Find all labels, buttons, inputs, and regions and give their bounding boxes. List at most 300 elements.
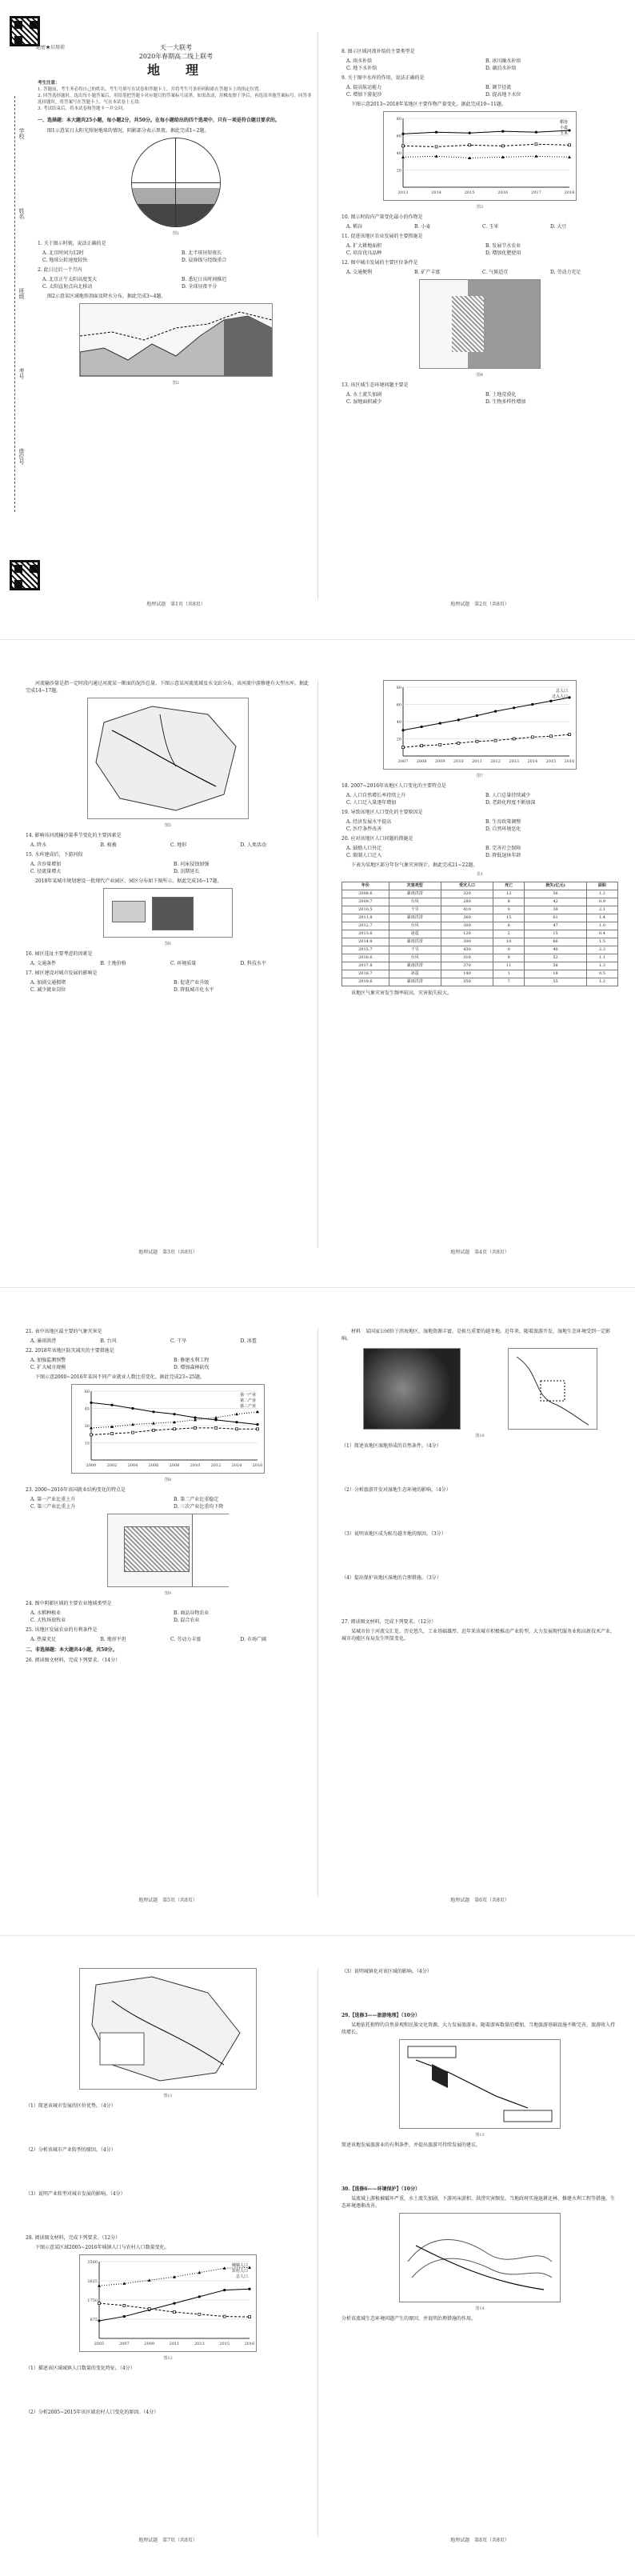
agriculture-map bbox=[107, 1514, 229, 1587]
disaster-table-body bbox=[342, 890, 618, 986]
legend-entry: 第一产业 bbox=[239, 1393, 256, 1398]
sheet-1 bbox=[0, 0, 635, 640]
wetland-location-map bbox=[508, 1348, 597, 1430]
question-intro: 图2示意某区域地形剖面及降水分布。据此完成3~4题。 bbox=[47, 294, 166, 299]
crop-yield-chart bbox=[383, 111, 577, 201]
answer-space bbox=[26, 2374, 310, 2406]
answer-space bbox=[26, 2200, 310, 2232]
strip-label-class: 班级 bbox=[18, 288, 25, 299]
question-8-options bbox=[341, 58, 618, 72]
table-cell: 冰雹 bbox=[389, 970, 441, 978]
table-cell: 冰雹 bbox=[389, 930, 441, 938]
legend-entry: 迁入人口 bbox=[551, 694, 568, 699]
option: C. 地球公转速度较快 bbox=[42, 258, 88, 263]
data-point bbox=[173, 1413, 175, 1415]
data-point bbox=[111, 1433, 114, 1435]
table-cell: 干旱 bbox=[389, 906, 441, 914]
figure-caption: 图4 bbox=[476, 373, 484, 378]
figure-caption: 图1 bbox=[172, 231, 180, 236]
data-point bbox=[98, 2302, 101, 2305]
question-23: 23. 2000~2016年该国就业结构变化的特点是 bbox=[26, 1487, 126, 1493]
question-10-options bbox=[341, 223, 618, 230]
x-tick-label: 2010 bbox=[190, 1463, 201, 1468]
option: C. 地形 bbox=[170, 842, 187, 848]
data-point bbox=[123, 2315, 126, 2318]
data-point bbox=[173, 2302, 175, 2305]
table-cell: 12 bbox=[493, 890, 525, 898]
material-text: 材料 某国家公园位于滨海地区，湿地资源丰富，是候鸟重要的越冬地。近年来，随着旅游开发，湿地生态环境受到一定影响。 bbox=[341, 1329, 611, 1342]
x-tick-label: 2012 bbox=[490, 759, 501, 764]
page-footer: 地理试题 第4页（共8页） bbox=[450, 1250, 509, 1255]
option: C. 环境质量 bbox=[170, 961, 197, 966]
table-cell: 61 bbox=[525, 914, 587, 922]
x-tick-label: 2009 bbox=[434, 759, 445, 764]
option: D. 市场广阔 bbox=[240, 1637, 266, 1642]
exam-title: 2020年春期高二线上联考 bbox=[138, 53, 214, 60]
table-cell: 55 bbox=[525, 978, 587, 986]
option: B. 第二产业比重稳定 bbox=[174, 1497, 219, 1502]
question-16: 16. 园区选址主要考虑的因素是 bbox=[26, 951, 93, 957]
material-text: 某地依托独特的自然景观和民族文化资源，大力发展旅游业。随着游客数量的增加，当地旅游基础设施不断完善，旅游收入持续增长。 bbox=[341, 2022, 616, 2035]
question-30-title: 30.【选修6——环境保护】（10分） bbox=[341, 2186, 420, 2192]
option: C. 医疗条件改善 bbox=[346, 826, 382, 832]
question-14: 14. 影响该河流输沙量季节变化的主要因素是 bbox=[26, 833, 122, 838]
data-point bbox=[469, 132, 471, 134]
option: A. 提高航运能力 bbox=[346, 85, 382, 90]
table-row bbox=[342, 930, 618, 938]
table-row bbox=[342, 954, 618, 962]
dark-wedge bbox=[432, 2064, 448, 2088]
notes-title: 考生注意： bbox=[38, 81, 60, 86]
legend-entry: 小麦 bbox=[559, 126, 568, 130]
x-tick-label: 2016 bbox=[252, 1463, 263, 1468]
disaster-table bbox=[341, 882, 618, 986]
question-15: 15. 水库建成后，下游河段 bbox=[26, 852, 83, 858]
table-cell: 2010.5 bbox=[342, 906, 389, 914]
question-21: 21. 表中该地区最主要的气象灾害是 bbox=[26, 1329, 102, 1334]
x-tick-label: 2015 bbox=[219, 2342, 230, 2346]
table-cell: 2012.7 bbox=[342, 922, 389, 930]
question-16-options bbox=[26, 960, 310, 967]
data-point bbox=[568, 155, 571, 158]
table-cell: 47 bbox=[525, 922, 587, 930]
employment-chart-svg bbox=[72, 1385, 264, 1473]
y-tick-label: 15 bbox=[84, 1441, 90, 1446]
page-5 bbox=[24, 1296, 312, 1920]
city-area bbox=[112, 901, 146, 922]
option: D. 汛期延长 bbox=[174, 869, 200, 874]
y-tick-label: 30 bbox=[84, 1424, 90, 1429]
question-22-options bbox=[26, 1357, 310, 1371]
figure-caption: 图8 bbox=[164, 1478, 172, 1482]
tourism-diagram bbox=[399, 2039, 561, 2129]
table-cell: 1.1 bbox=[586, 954, 617, 962]
question-26-1: （1）简述该地区湿地形成的自然条件。（4分） bbox=[341, 1443, 441, 1449]
x-tick-label: 2013 bbox=[509, 759, 520, 764]
x-tick-label: 2000 bbox=[86, 1463, 97, 1468]
data-point bbox=[98, 2319, 100, 2322]
table-cell: 2019.6 bbox=[342, 978, 389, 986]
coastal-map-figure bbox=[419, 279, 541, 369]
table-cell: 58 bbox=[525, 962, 587, 970]
option: D. 全球昼夜平分 bbox=[182, 284, 218, 290]
question-9-options bbox=[341, 84, 618, 98]
table-cell: 暴雨洪涝 bbox=[389, 962, 441, 970]
option: D. 降低退休年龄 bbox=[485, 853, 521, 858]
data-point bbox=[249, 2316, 251, 2318]
option: B. 植被 bbox=[100, 842, 117, 848]
x-tick-label: 2015 bbox=[545, 759, 557, 764]
answer-space bbox=[341, 1584, 618, 1616]
data-point bbox=[248, 2288, 250, 2290]
option: B. 悉尼日出时间推迟 bbox=[182, 277, 227, 282]
figure-caption: 图3 bbox=[476, 205, 484, 210]
question-20: 20. 应对该地区人口问题的措施是 bbox=[341, 836, 413, 842]
option: D. 提高地下水位 bbox=[485, 92, 521, 98]
table-cell: 台风 bbox=[389, 954, 441, 962]
legend-entry: 农村人口 bbox=[231, 2269, 248, 2274]
table-cell: 暴雨洪涝 bbox=[389, 890, 441, 898]
option: B. 生育政策调整 bbox=[485, 819, 521, 825]
data-point bbox=[248, 2266, 251, 2269]
table-cell: 台风 bbox=[389, 922, 441, 930]
industrial-park-map bbox=[103, 888, 233, 938]
option: D. 冰雹 bbox=[240, 1338, 257, 1344]
binding-line bbox=[14, 96, 16, 512]
data-point bbox=[215, 1426, 218, 1429]
option: A. 经济发展水平提高 bbox=[346, 819, 392, 825]
data-point bbox=[214, 1416, 218, 1419]
data-point bbox=[501, 145, 504, 147]
page-2 bbox=[340, 0, 620, 624]
park-area bbox=[152, 897, 194, 930]
series-line bbox=[403, 130, 569, 134]
material-text: 下图示意某区域2005~2016年城镇人口与农村人口数量变化。 bbox=[35, 2245, 170, 2250]
table-cell: 120 bbox=[441, 930, 493, 938]
sheet-2 bbox=[0, 648, 635, 1288]
option: C. 大牧场放牧业 bbox=[30, 1618, 66, 1623]
data-point bbox=[439, 722, 441, 725]
page-footer: 地理试题 第3页（共8页） bbox=[138, 1250, 198, 1255]
option: D. 增加森林砍伐 bbox=[174, 1365, 210, 1370]
table-cell: 2016.6 bbox=[342, 954, 389, 962]
y-tick-label: 1750 bbox=[87, 2298, 98, 2303]
question-26-2: （2）分析旅游开发对湿地生态环境的影响。（4分） bbox=[341, 1487, 451, 1493]
option: D. 科技水平 bbox=[240, 961, 266, 966]
table-header: 死亡 bbox=[493, 882, 525, 890]
data-point bbox=[469, 144, 471, 146]
table-cell: 310 bbox=[441, 954, 493, 962]
figure-caption: 图7 bbox=[476, 774, 484, 778]
x-tick-label: 2007 bbox=[397, 759, 409, 764]
note-item: 2. 回答选择题时，选出每小题答案后，用铅笔把答题卡对应题目的答案标号涂黑。如需改动，用橡皮擦干净后，再选涂其他答案标号。回答非选择题时，将答案写在答题卡上，写在本试卷上无效。 bbox=[38, 94, 312, 105]
question-1-options bbox=[38, 250, 314, 264]
option: B. 修建水利工程 bbox=[174, 1358, 210, 1363]
question-23-options bbox=[26, 1496, 310, 1510]
option: A. 稻谷 bbox=[346, 224, 363, 230]
answer-space bbox=[26, 2112, 310, 2144]
page-footer: 地理试题 第5页（共8页） bbox=[138, 1898, 198, 1903]
data-point bbox=[501, 130, 504, 133]
data-point bbox=[223, 2289, 226, 2291]
note-item: 3. 考试结束后，将本试卷和答题卡一并交回。 bbox=[38, 106, 127, 111]
data-point bbox=[402, 145, 405, 147]
material-text: 某城市位于河流交汇处，历史悠久，工业基础雄厚。近年来该城市积极推动产业转型，大力发展现代服务业和高新技术产业，城市功能区布局发生明显变化。 bbox=[341, 1629, 616, 1642]
option: B. 促进产业升级 bbox=[174, 980, 210, 986]
table-cell: 390 bbox=[441, 938, 493, 946]
table-cell: 暴雨洪涝 bbox=[389, 914, 441, 922]
table-cell: 台风 bbox=[389, 898, 441, 906]
option: C. 地下水补给 bbox=[346, 66, 377, 71]
table-cell: 2 bbox=[493, 930, 525, 938]
question-19: 19. 导致该地区人口变化的主要原因是 bbox=[341, 810, 423, 815]
data-point bbox=[236, 1428, 238, 1430]
table-row bbox=[342, 890, 618, 898]
page-footer: 地理试题 第1页（共8页） bbox=[146, 602, 206, 607]
y-tick-label: 20 bbox=[396, 737, 401, 742]
option: D. 三次产业比重均下降 bbox=[174, 1504, 224, 1510]
question-11-options bbox=[341, 242, 618, 257]
question-27-2: （2）分析该城市产业转型的原因。（4分） bbox=[26, 2147, 116, 2153]
data-point bbox=[152, 1410, 154, 1413]
question-26-intro: 26. 阅读图文材料，完成下列要求。（14分） bbox=[26, 1658, 121, 1663]
question-28-intro: 28. 阅读图文材料，完成下列要求。（12分） bbox=[26, 2235, 121, 2241]
y-tick-label: 40 bbox=[396, 151, 401, 156]
option: D. 劳动力充足 bbox=[550, 270, 581, 275]
table-header: 损失(亿元) bbox=[525, 882, 587, 890]
table-cell: 9 bbox=[493, 954, 525, 962]
option: C. 培育优良品种 bbox=[346, 250, 382, 256]
exam-organizer: 天一大联考 bbox=[160, 44, 192, 51]
data-point bbox=[198, 2313, 201, 2315]
watershed-svg bbox=[400, 2214, 560, 2302]
data-point bbox=[235, 1421, 238, 1423]
question-28-3: （3）说明城镇化对该区域的影响。（4分） bbox=[341, 1969, 432, 1974]
option: C. 干旱 bbox=[170, 1338, 187, 1344]
data-point bbox=[531, 736, 533, 738]
option: B. 河床侵蚀加强 bbox=[174, 862, 210, 867]
question-25: 25. 该地区发展农业的有利条件是 bbox=[26, 1627, 98, 1633]
wetland-map-svg bbox=[509, 1349, 597, 1429]
label-box bbox=[504, 2110, 552, 2122]
option: C. 第三产业比重上升 bbox=[30, 1504, 76, 1510]
option: D. 湖泊水补给 bbox=[485, 66, 517, 71]
data-point bbox=[131, 1407, 134, 1410]
terrain-profile-figure bbox=[79, 303, 273, 377]
table-cell: 10 bbox=[493, 938, 525, 946]
question-intro: 图1示意某日太阳光照射地球的情况，阴影部分表示黑夜。据此完成1~2题。 bbox=[47, 128, 210, 134]
option: B. 完善社会保障 bbox=[485, 846, 521, 851]
question-27-1: （1）简述该城市发展的区位优势。（4分） bbox=[26, 2103, 116, 2109]
series-line bbox=[403, 156, 569, 158]
data-point bbox=[535, 143, 537, 146]
page-3 bbox=[24, 648, 312, 1272]
page-6 bbox=[340, 1296, 620, 1920]
x-tick-label: 2009 bbox=[144, 2342, 155, 2346]
option: D. 自然环境恶化 bbox=[485, 826, 521, 832]
table-cell: 410 bbox=[441, 906, 493, 914]
data-point bbox=[90, 1426, 93, 1430]
option: B. 人口总量持续减少 bbox=[485, 793, 531, 798]
option: C. 劳动力丰富 bbox=[170, 1637, 202, 1642]
series-line bbox=[99, 2289, 250, 2321]
series-line bbox=[403, 698, 569, 730]
data-point bbox=[569, 144, 571, 146]
data-point bbox=[214, 1418, 217, 1421]
coastline bbox=[517, 1357, 589, 1425]
table-cell: 干旱 bbox=[389, 946, 441, 954]
question-24-options bbox=[26, 1610, 310, 1624]
option: B. 地形平坦 bbox=[100, 1637, 126, 1642]
option: A. 雨水补给 bbox=[346, 58, 373, 64]
x-tick-label: 2014 bbox=[527, 759, 538, 764]
page-footer: 地理试题 第2页（共8页） bbox=[450, 602, 509, 607]
option: B. 土地荒漠化 bbox=[485, 392, 517, 398]
table-cell: 15 bbox=[493, 914, 525, 922]
x-tick-label: 2002 bbox=[106, 1463, 118, 1468]
x-tick-label: 2006 bbox=[148, 1463, 159, 1468]
contour-line bbox=[408, 2240, 552, 2262]
question-11: 11. 促进该地区农业发展的主要措施是 bbox=[341, 234, 423, 239]
table-cell: 40 bbox=[525, 946, 587, 954]
y-tick-label: 875 bbox=[90, 2318, 98, 2322]
data-point bbox=[457, 742, 460, 744]
data-point bbox=[152, 1422, 155, 1425]
legend-entry: 玉米 bbox=[559, 131, 568, 136]
question-18-options bbox=[341, 792, 618, 806]
hatched-area bbox=[224, 316, 272, 376]
table-cell: 7 bbox=[493, 978, 525, 986]
table-cell: 2009.7 bbox=[342, 898, 389, 906]
table-cell: 300 bbox=[441, 922, 493, 930]
urban-rural-chart-svg bbox=[80, 2255, 256, 2351]
earth-illumination-figure bbox=[131, 138, 221, 227]
data-point bbox=[174, 2311, 176, 2314]
question-26-3: （3）说明该地区成为候鸟越冬地的原因。（3分） bbox=[341, 1531, 446, 1537]
river-line bbox=[416, 2246, 544, 2290]
option: B. 北半球昼短夜长 bbox=[182, 250, 222, 256]
data-point bbox=[148, 2278, 151, 2282]
dark-band bbox=[132, 204, 220, 226]
strip-label-school: 学校 bbox=[18, 128, 25, 139]
x-tick-label: 2010 bbox=[453, 759, 464, 764]
river-basin-map bbox=[87, 698, 249, 819]
y-tick-label: 80 bbox=[396, 686, 401, 690]
data-point bbox=[513, 706, 515, 709]
exam-subject: 地 理 bbox=[146, 62, 205, 78]
table-cell: 1.5 bbox=[586, 938, 617, 946]
legend-entry: 第三产业 bbox=[239, 1404, 256, 1409]
question-8: 8. 图示区域河流补给的主要类型是 bbox=[341, 49, 415, 54]
table-cell: 2.1 bbox=[586, 906, 617, 914]
option: A. 降水 bbox=[30, 842, 47, 848]
figure-caption: 图14 bbox=[475, 2306, 485, 2311]
data-point bbox=[90, 1402, 92, 1404]
strip-label-seat: 座位号 bbox=[18, 448, 25, 465]
page-4 bbox=[340, 648, 620, 1272]
x-tick-label: 2012 bbox=[210, 1463, 222, 1468]
table-cell: 280 bbox=[441, 898, 493, 906]
label-box bbox=[408, 2046, 456, 2058]
river-basin-svg bbox=[88, 698, 248, 818]
question-intro: 河流输沙量是指一定时段内通过河流某一断面的泥沙总量。下图示意某河流流域及水文站分布，该河流中游修建有大型水库。据此完成14~17题。 bbox=[26, 681, 310, 694]
legend-entry: 总人口 bbox=[235, 2274, 248, 2279]
x-tick-label: 2008 bbox=[169, 1463, 180, 1468]
table-cell: 2013.6 bbox=[342, 930, 389, 938]
y-tick-label: 40 bbox=[396, 720, 401, 725]
data-point bbox=[110, 1404, 113, 1406]
data-point bbox=[174, 1428, 176, 1430]
table-cell: 0.5 bbox=[586, 970, 617, 978]
data-point bbox=[513, 738, 515, 740]
question-24: 24. 图中阴影区域的主要农业地域类型是 bbox=[26, 1601, 112, 1606]
table-cell: 320 bbox=[441, 890, 493, 898]
night-shade bbox=[132, 138, 220, 188]
city-map-svg bbox=[80, 1969, 256, 2089]
data-point bbox=[401, 729, 404, 731]
question-27-intro: 27. 阅读图文材料，完成下列要求。（12分） bbox=[341, 1619, 437, 1625]
data-point bbox=[476, 714, 478, 717]
sea-area bbox=[192, 1514, 229, 1586]
x-tick-label: 2014 bbox=[231, 1463, 242, 1468]
table-header: 面积 bbox=[586, 882, 617, 890]
table-header: 受灾人口 bbox=[441, 882, 493, 890]
strip-label-name: 姓名 bbox=[18, 208, 25, 219]
table-row bbox=[342, 922, 618, 930]
tourism-svg bbox=[400, 2040, 560, 2128]
figure-caption: 图10 bbox=[475, 1434, 485, 1438]
data-point bbox=[131, 1423, 134, 1426]
page-8 bbox=[340, 1936, 620, 2560]
option: C. 玉米 bbox=[482, 224, 499, 230]
legend-box bbox=[100, 2033, 144, 2065]
table-cell: 1.2 bbox=[586, 890, 617, 898]
note-item: 1. 答题前，考生务必将自己的姓名、考生号填写在试卷和答题卡上，并将考生号条形码粘贴在答题卡上的指定位置。 bbox=[38, 87, 263, 92]
question-17: 17. 园区建设对城市发展的影响是 bbox=[26, 970, 98, 976]
option: C. 减少就业岗位 bbox=[30, 987, 66, 993]
x-tick-label: 2014 bbox=[431, 190, 441, 195]
option: C. 太阳直射点向北移动 bbox=[42, 284, 93, 290]
y-tick-label: 45 bbox=[84, 1406, 90, 1412]
option: A. 北京正午太阳高度变大 bbox=[42, 277, 98, 282]
question-29-ask: 简述该地发展旅游业的有利条件，并提出旅游可持续发展的建议。 bbox=[341, 2142, 481, 2148]
question-28-1: （1）描述该区域城镇人口数量的变化特征。（4分） bbox=[26, 2366, 135, 2371]
answer-space bbox=[341, 1978, 618, 2010]
table-cell: 18 bbox=[525, 970, 587, 978]
option: A. 北京时间为12时 bbox=[42, 250, 84, 256]
option: B. 台风 bbox=[100, 1338, 117, 1344]
option: C. 人口迁入量逐年增加 bbox=[346, 800, 397, 806]
option: C. 径流量增大 bbox=[30, 869, 62, 874]
question-19-options bbox=[341, 818, 618, 833]
figure-caption: 图13 bbox=[475, 2133, 485, 2138]
y-tick-label: 20 bbox=[396, 168, 401, 174]
legend-entry: 稻谷 bbox=[559, 120, 568, 125]
data-point bbox=[257, 1428, 259, 1430]
data-point bbox=[535, 131, 537, 134]
table-cell: 0 bbox=[493, 946, 525, 954]
x-tick-label: 2007 bbox=[118, 2342, 130, 2346]
question-15-options bbox=[26, 861, 310, 875]
equator-line bbox=[132, 182, 220, 183]
option: D. 大豆 bbox=[550, 224, 567, 230]
table-header: 灾害类型 bbox=[389, 882, 441, 890]
terrain-profile-svg bbox=[80, 304, 272, 376]
table-cell: 52 bbox=[525, 954, 587, 962]
question-22: 22. 2018年该地区防灾减灾的主要措施是 bbox=[26, 1348, 114, 1354]
legend-entry: 城镇人口 bbox=[231, 2263, 248, 2268]
table-cell: 2018.7 bbox=[342, 970, 389, 978]
